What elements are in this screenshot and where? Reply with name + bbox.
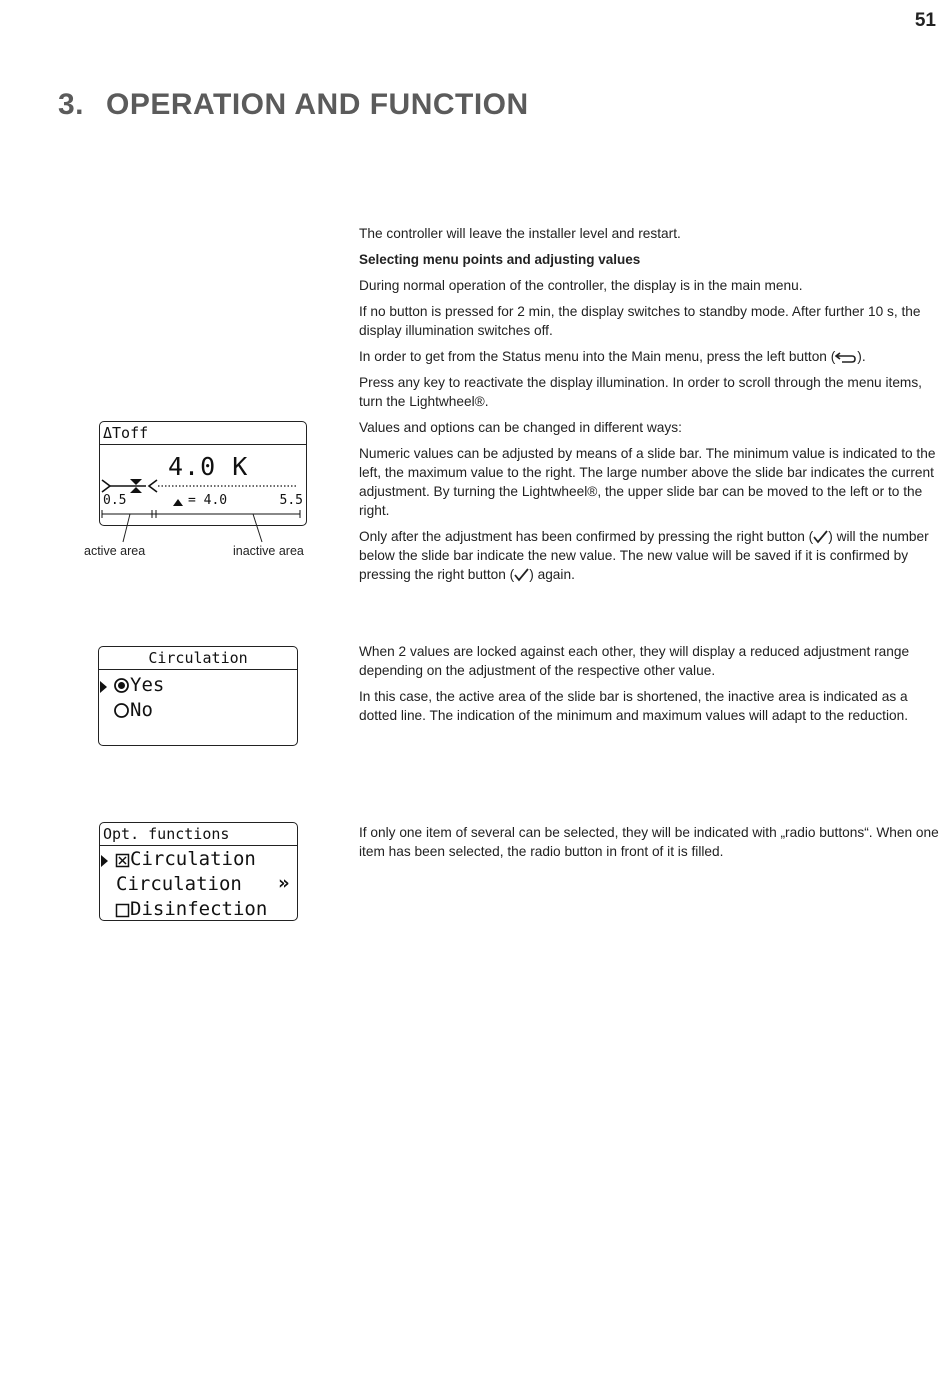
min-value: 0.5: [103, 493, 127, 508]
caption-leader-lines: [110, 512, 280, 544]
display-title: ΔToff: [100, 422, 306, 445]
current-value-small: = 4.0: [188, 493, 228, 508]
checkbox-item-disinfection[interactable]: [115, 898, 267, 920]
checkbox-item-circulation[interactable]: [115, 848, 256, 870]
radio-label-yes: Yes: [130, 674, 165, 696]
subheading: Selecting menu points and adjusting values: [359, 252, 641, 267]
display-opt-functions: [99, 822, 298, 921]
section-radio-buttons: [359, 823, 943, 868]
submenu-item-circulation[interactable]: [116, 873, 242, 895]
display-title: Opt. functions: [100, 823, 297, 846]
current-value-large: 4.0 K: [168, 452, 249, 481]
status-text-after: ).: [857, 349, 866, 364]
checkbox-checked-icon: [115, 853, 130, 868]
status-text-before: In order to get from the Status menu into the Main menu, press the left button (: [359, 349, 836, 364]
display-title: Circulation: [99, 647, 297, 670]
chapter-title-text: OPERATION AND FUNCTION: [106, 88, 529, 121]
radio-label-no: No: [130, 699, 153, 721]
pointer-triangle-icon: [100, 854, 109, 868]
section-locked-values: [359, 642, 943, 732]
paragraph-values: Values and options can be changed in different ways:: [359, 420, 682, 435]
confirm-text-a: Only after the adjustment has been confirmed by pressing the right button (: [359, 529, 814, 544]
caption-active-area: active area: [84, 544, 146, 558]
checkbox-empty-icon: [115, 903, 130, 918]
pointer-triangle-icon: [99, 680, 108, 694]
display-slide-bar: [99, 421, 307, 526]
paragraph-status-menu: [359, 347, 943, 366]
checkbox-label-disinfection: Disinfection: [130, 898, 268, 920]
paragraph-normal: During normal operation of the controller, the display is in the main menu.: [359, 278, 803, 293]
paragraph-confirm: [359, 527, 943, 584]
radio-empty-icon: [113, 702, 130, 719]
submenu-arrow-icon: »: [278, 872, 290, 894]
confirm-text-c: ) again.: [529, 567, 575, 582]
chapter-title: [58, 88, 529, 122]
checkbox-label-circulation: Circulation: [130, 848, 256, 870]
back-arrow-icon: [835, 350, 857, 364]
caption-inactive-area: inactive area: [233, 544, 304, 558]
check-icon: [514, 568, 529, 582]
display-radio: [98, 646, 298, 746]
paragraph-reactivate: Press any key to reactivate the display illumination. In order to scroll through the menu items, turn the Lightwheel®.: [359, 375, 922, 409]
radio-filled-icon: [113, 677, 130, 694]
section-menu-points: [359, 224, 943, 591]
paragraph-restart: The controller will leave the installer level and restart.: [359, 226, 681, 241]
paragraph-radio: If only one item of several can be selected, they will be indicated with „radio buttons“. When one item has been selected, the radio button in front of it is filled.: [359, 825, 939, 859]
pointer-triangle-icon: [172, 498, 184, 507]
check-icon: [813, 530, 828, 544]
max-value: 5.5: [279, 493, 303, 508]
page-number: 51: [914, 10, 936, 31]
chapter-number: 3.: [58, 88, 85, 121]
paragraph-locked: When 2 values are locked against each other, they will display a reduced adjustment range depending on the adjustment of the respective other value.: [359, 644, 910, 678]
confirm-text-b: ) will the number below the slide bar indicate the new value. The new value will be saved if it is confirmed by pressing the right button (: [359, 529, 929, 582]
radio-option-yes[interactable]: [113, 674, 164, 696]
submenu-label-circulation: Circulation: [116, 873, 242, 895]
paragraph-standby: If no button is pressed for 2 min, the display switches to standby mode. After further 10 s, the display illumination switches off.: [359, 304, 921, 338]
paragraph-shortened: In this case, the active area of the slide bar is shortened, the inactive area is indicated as a dotted line. The indication of the minimum and maximum values will adapt to the reduction.: [359, 689, 909, 723]
radio-option-no[interactable]: [113, 699, 153, 721]
paragraph-numeric: Numeric values can be adjusted by means of a slide bar. The minimum value is indicated to the left, the maximum value to the right. The large number above the slide bar indicates the current adjustment. By turning the Lightwheel®, the upper slide bar can be moved to the left or to the right.: [359, 446, 936, 518]
